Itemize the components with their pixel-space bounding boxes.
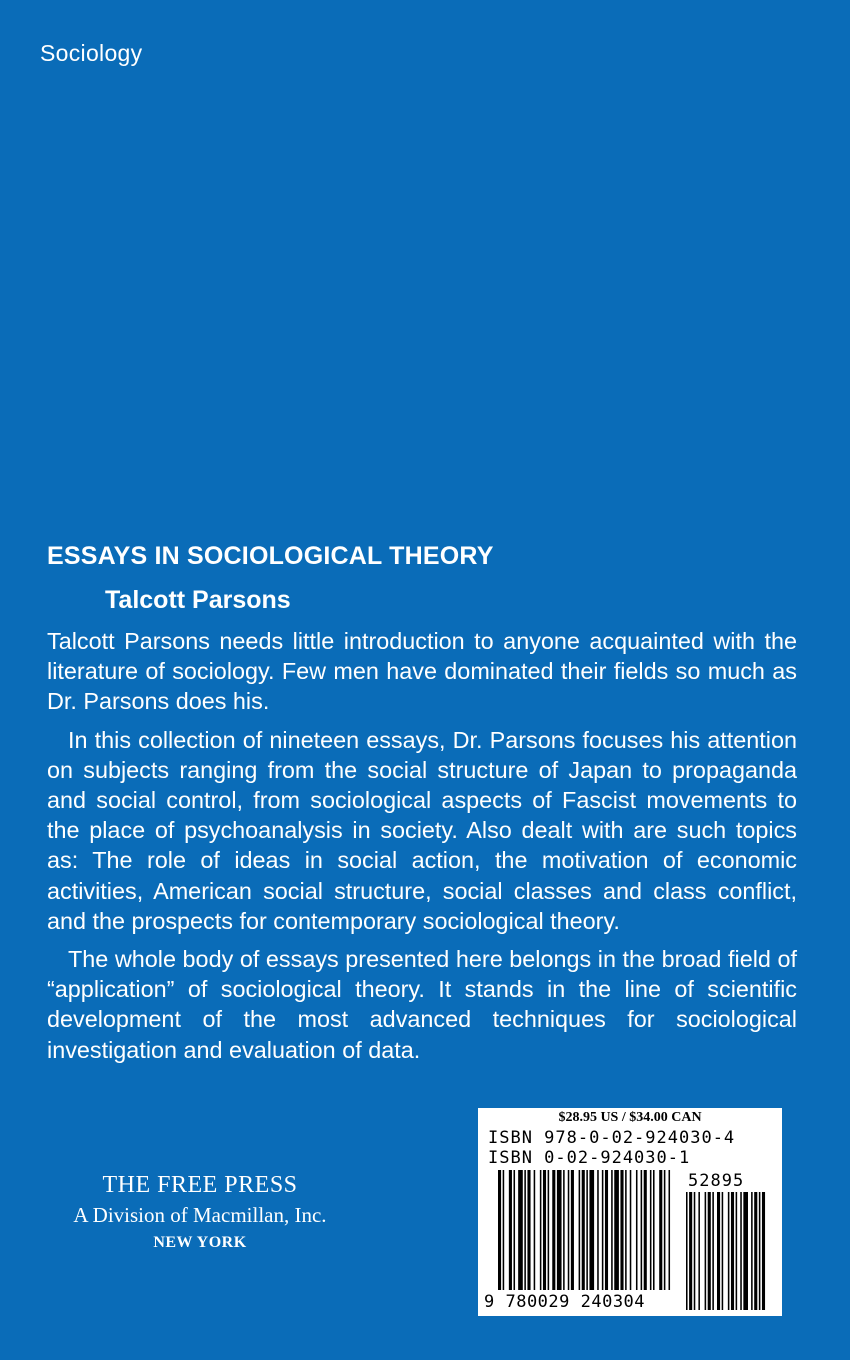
book-title: ESSAYS IN SOCIOLOGICAL THEORY bbox=[47, 542, 494, 570]
isbn-10: ISBN 0-02-924030-1 bbox=[488, 1148, 691, 1168]
publisher-name: THE FREE PRESS bbox=[102, 1172, 298, 1198]
addon-bar bbox=[736, 1192, 738, 1310]
addon-bar bbox=[712, 1192, 714, 1310]
barcode-bar bbox=[625, 1170, 627, 1290]
category-label: Sociology bbox=[40, 40, 143, 66]
barcode-bar bbox=[669, 1170, 671, 1290]
ean-digits: 9 780029 240304 bbox=[484, 1292, 646, 1312]
publisher-imprint bbox=[30, 1172, 370, 1252]
barcode-box bbox=[478, 1108, 782, 1316]
barcode-bar bbox=[614, 1170, 619, 1290]
addon-bar bbox=[705, 1192, 707, 1310]
blurb-paragraph-3: The whole body of essays presented here belongs in the broad field of “application” of sociological theory. It stands in the line of scientific development of the most advanced techniques for sociological investigation and evaluation of data. bbox=[47, 946, 797, 1063]
barcode-bar bbox=[597, 1170, 599, 1290]
barcode-bar bbox=[563, 1170, 565, 1290]
barcode-bar bbox=[514, 1170, 516, 1290]
barcode-bar bbox=[664, 1170, 666, 1290]
price-label: $28.95 US / $34.00 CAN bbox=[558, 1110, 702, 1125]
addon-bar bbox=[708, 1192, 711, 1310]
barcode-bar bbox=[620, 1170, 623, 1290]
barcode-bar bbox=[641, 1170, 643, 1290]
addon-bar bbox=[722, 1192, 724, 1310]
addon-bar bbox=[759, 1192, 761, 1310]
barcode-bar bbox=[571, 1170, 574, 1290]
addon-bar bbox=[754, 1192, 757, 1310]
barcode-bar bbox=[653, 1170, 655, 1290]
barcode-bar bbox=[605, 1170, 608, 1290]
price-addon-code: 52895 bbox=[688, 1171, 745, 1191]
barcode-bar bbox=[498, 1170, 501, 1290]
blurb-paragraph-1: Talcott Parsons needs little introduction to anyone acquainted with the literature of sociology. Few men have dominated their fields so much as Dr. Parsons does his. bbox=[47, 628, 797, 715]
author-name: Talcott Parsons bbox=[105, 586, 291, 614]
addon-bar bbox=[698, 1192, 700, 1310]
barcode-bar bbox=[503, 1170, 505, 1290]
barcode-bar bbox=[650, 1170, 652, 1290]
addon-bar bbox=[686, 1192, 688, 1310]
addon-bar bbox=[762, 1192, 765, 1310]
publisher-city: NEW YORK bbox=[153, 1234, 247, 1251]
barcode-bar bbox=[589, 1170, 594, 1290]
barcode-bar bbox=[630, 1170, 632, 1290]
addon-bar bbox=[743, 1192, 748, 1310]
barcode-bar bbox=[552, 1170, 555, 1290]
barcode-bar bbox=[557, 1170, 562, 1290]
barcode-bar bbox=[579, 1170, 581, 1290]
barcode-bar bbox=[518, 1170, 523, 1290]
barcode-bar bbox=[527, 1170, 530, 1290]
addon-bar bbox=[728, 1192, 730, 1310]
publisher-division: A Division of Macmillan, Inc. bbox=[73, 1203, 327, 1227]
barcode-bar bbox=[611, 1170, 613, 1290]
barcode-bar bbox=[586, 1170, 588, 1290]
barcode-bar bbox=[582, 1170, 585, 1290]
addon-bar bbox=[740, 1192, 742, 1310]
barcode-bar bbox=[534, 1170, 536, 1290]
barcode-bar bbox=[659, 1170, 662, 1290]
barcode-bar bbox=[636, 1170, 638, 1290]
barcode-bar bbox=[543, 1170, 546, 1290]
addon-bar bbox=[717, 1192, 720, 1310]
barcode-bar bbox=[509, 1170, 512, 1290]
isbn-13: ISBN 978-0-02-924030-4 bbox=[488, 1128, 736, 1148]
barcode-bar bbox=[644, 1170, 647, 1290]
addon-bar bbox=[731, 1192, 734, 1310]
barcode-bar bbox=[540, 1170, 542, 1290]
barcode-bar bbox=[548, 1170, 550, 1290]
barcode-bar bbox=[568, 1170, 570, 1290]
blurb bbox=[47, 626, 797, 1073]
blurb-paragraph-2: In this collection of nineteen essays, Dr. Parsons focuses his attention on subjects ranging from the social structure of Japan to propaganda and social control, from sociological aspects of Fascist movements to the place of psychoanalysis in society. Also dealt with are such topics as: The role of ideas in social action, the motivation of economic activities, American social structure, social classes and class conflict, and the prospects for contemporary sociological theory. bbox=[47, 726, 797, 934]
barcode-bar bbox=[602, 1170, 604, 1290]
addon-bar bbox=[689, 1192, 692, 1310]
barcode-bar bbox=[524, 1170, 526, 1290]
addon-bar bbox=[751, 1192, 753, 1310]
addon-bar bbox=[694, 1192, 696, 1310]
